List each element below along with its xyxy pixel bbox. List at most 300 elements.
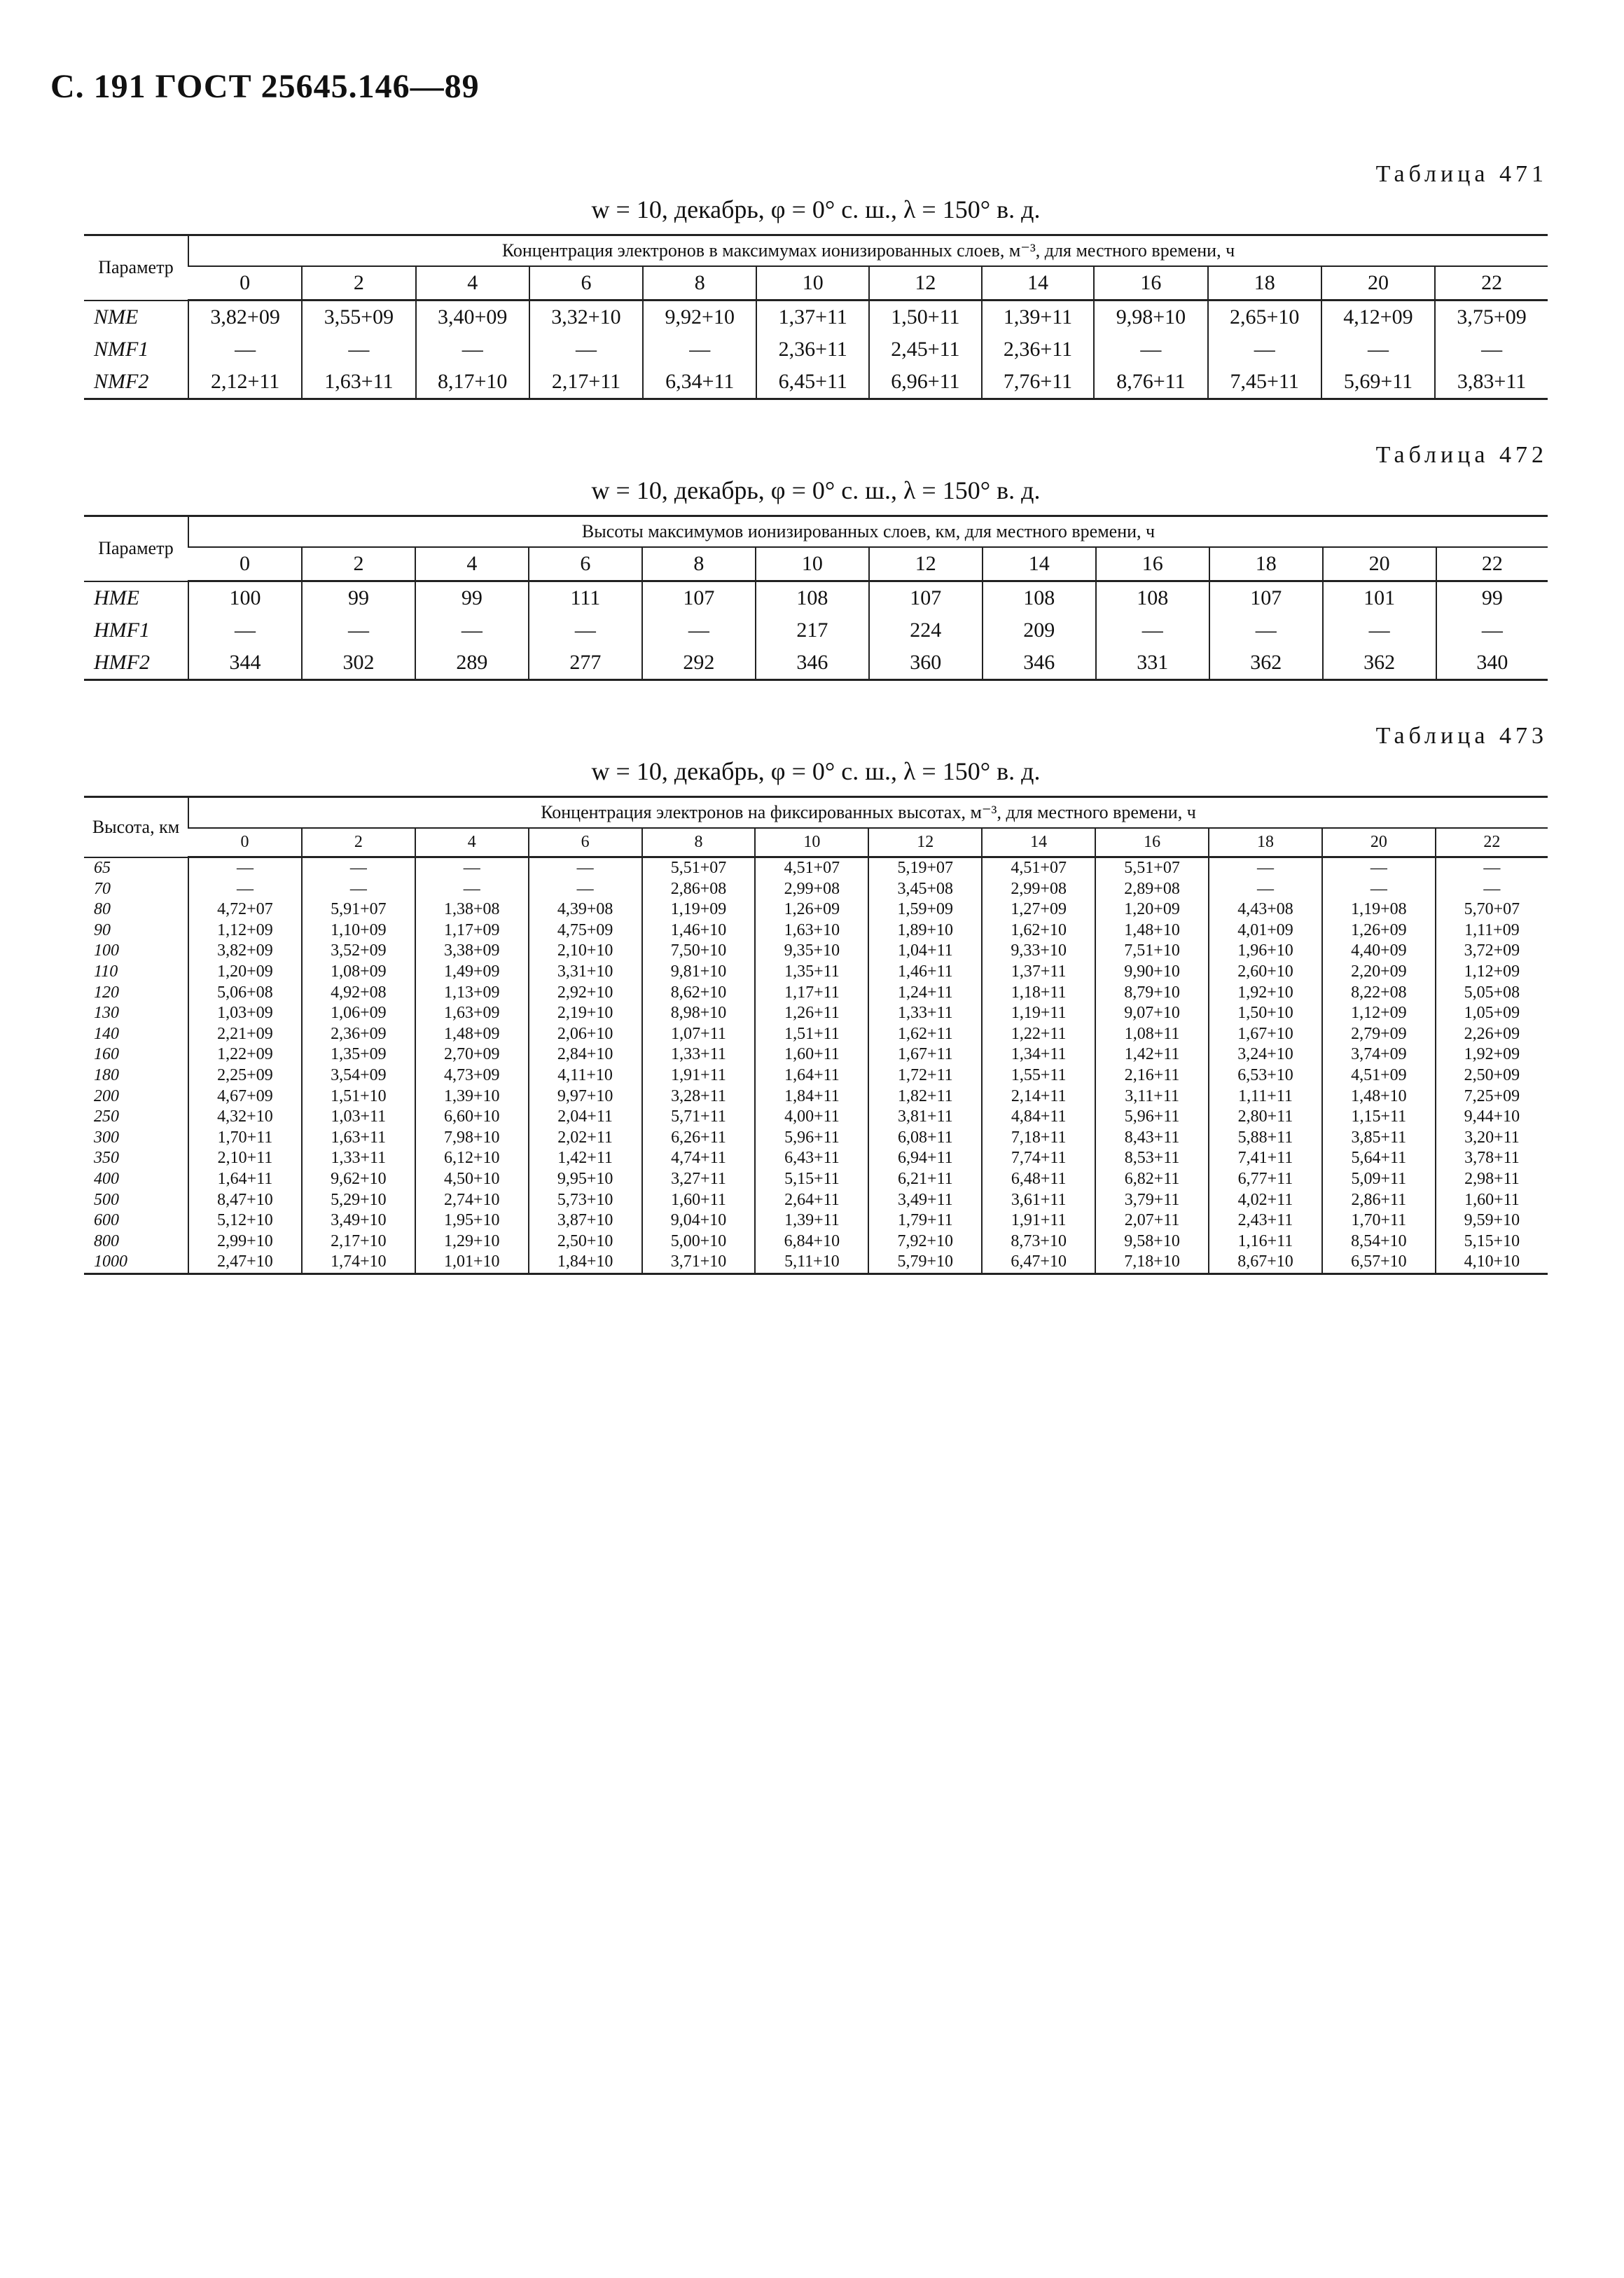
table-cell: 9,62+10 (302, 1169, 415, 1190)
table-cell: — (302, 614, 415, 647)
table-cell: 9,04+10 (642, 1210, 756, 1231)
table-cell: 3,20+11 (1436, 1128, 1548, 1149)
table-cell: 8,79+10 (1095, 983, 1209, 1004)
table-cell: 1,24+11 (868, 983, 982, 1004)
table-cell: 344 (188, 647, 302, 680)
hours-row (84, 547, 1548, 581)
table-cell: 2,17+10 (302, 1231, 415, 1252)
table-cell: — (302, 333, 415, 366)
table-label: Таблица 472 (1375, 442, 1548, 468)
table-cell: 4,72+07 (188, 899, 302, 920)
table-cell: 9,44+10 (1436, 1107, 1548, 1128)
table-cell: — (643, 333, 756, 366)
table-cell: — (1436, 614, 1548, 647)
table-cell: 5,15+10 (1436, 1231, 1548, 1252)
param-header: Высота, км (84, 797, 188, 857)
table-cell: 4,00+11 (755, 1107, 868, 1128)
table-cell: 3,83+11 (1435, 366, 1548, 399)
hour-header: 14 (983, 547, 1096, 581)
page-header: С. 191 ГОСТ 25645.146—89 (50, 68, 480, 105)
table-cell: 1,33+11 (868, 1003, 982, 1024)
hour-header: 6 (529, 547, 642, 581)
table-row (84, 1190, 1548, 1211)
table-cell: 3,54+09 (302, 1065, 415, 1086)
row-label: 80 (94, 900, 111, 919)
table-cell: 5,96+11 (1095, 1107, 1209, 1128)
table-cell: 5,00+10 (642, 1231, 756, 1252)
table-cell: 107 (1209, 581, 1323, 615)
table-cell: 1,60+11 (1436, 1190, 1548, 1211)
table-cell: 1,34+11 (982, 1044, 1095, 1065)
table-cell: 8,76+11 (1094, 366, 1207, 399)
table-cell: 1,33+11 (642, 1044, 756, 1065)
hour-header: 20 (1323, 547, 1436, 581)
hour-header: 10 (755, 828, 868, 857)
table-cell: 1,12+09 (188, 920, 302, 941)
table-cell: 360 (869, 647, 983, 680)
table-cell: 1,26+09 (1322, 920, 1436, 941)
table-cell: 5,73+10 (529, 1190, 642, 1211)
table-cell: 1,27+09 (982, 899, 1095, 920)
table-cell: 3,87+10 (529, 1210, 642, 1231)
table-cell: 1,49+09 (415, 962, 529, 983)
table-cell: 1,35+09 (302, 1044, 415, 1065)
table-cell: 1,46+10 (642, 920, 756, 941)
row-label: 65 (94, 858, 111, 877)
table-cell: 5,88+11 (1209, 1128, 1322, 1149)
table-cell: — (529, 333, 643, 366)
row-label: 800 (94, 1231, 119, 1250)
table-cell: 1,70+11 (188, 1128, 302, 1149)
table-cell: 1,63+11 (302, 366, 415, 399)
table-cell: 1,92+09 (1436, 1044, 1548, 1065)
table-cell: 2,70+09 (415, 1044, 529, 1065)
table-cell: 3,75+09 (1435, 301, 1548, 334)
table-cell: 1,18+11 (982, 983, 1095, 1004)
table-cell: 2,99+08 (982, 879, 1095, 900)
table-cell: 1,51+10 (302, 1086, 415, 1107)
table-cell: 2,25+09 (188, 1065, 302, 1086)
table-cell: 1,26+11 (755, 1003, 868, 1024)
table-cell: 1,89+10 (868, 920, 982, 941)
table-cell: 1,10+09 (302, 920, 415, 941)
table-title: w = 10, декабрь, φ = 0° с. ш., λ = 150° в. д. (591, 195, 1041, 223)
table-cell: 1,37+11 (756, 301, 869, 334)
table-cell: 362 (1323, 647, 1436, 680)
table-cell: 7,98+10 (415, 1128, 529, 1149)
table-cell: 1,22+09 (188, 1044, 302, 1065)
table-cell: 4,51+09 (1322, 1065, 1436, 1086)
table-cell: 9,35+10 (755, 941, 868, 962)
table-cell: 3,52+09 (302, 941, 415, 962)
row-label: 300 (94, 1128, 119, 1147)
table-cell: 1,46+11 (868, 962, 982, 983)
table-cell: 1,74+10 (302, 1252, 415, 1273)
table-row (84, 333, 1548, 366)
data-table (84, 234, 1548, 400)
row-label: 140 (94, 1024, 119, 1043)
row-label: 90 (94, 920, 111, 939)
row-label: 180 (94, 1065, 119, 1084)
row-label: 250 (94, 1107, 119, 1126)
table-cell: — (1322, 879, 1436, 900)
table-cell: 1,50+10 (1209, 1003, 1322, 1024)
table-cell: 1,22+11 (982, 1024, 1095, 1045)
table-cell: 4,75+09 (529, 920, 642, 941)
table-cell: 224 (869, 614, 983, 647)
table-cell: 4,74+11 (642, 1148, 756, 1169)
table-row (84, 941, 1548, 962)
table-cell: 209 (983, 614, 1096, 647)
table-cell: 5,19+07 (868, 857, 982, 879)
table-cell: 5,29+10 (302, 1190, 415, 1211)
table-cell: 1,11+09 (1436, 920, 1548, 941)
table-cell: 1,63+10 (755, 920, 868, 941)
table-cell: 5,06+08 (188, 983, 302, 1004)
table-body (84, 581, 1548, 680)
table-cell: 2,65+10 (1208, 301, 1321, 334)
table-cell: — (1096, 614, 1209, 647)
table-cell: 8,73+10 (982, 1231, 1095, 1252)
row-label: 350 (94, 1149, 119, 1168)
table-cell: 3,79+11 (1095, 1190, 1209, 1211)
table-cell: 3,49+11 (868, 1190, 982, 1211)
hour-header: 16 (1094, 266, 1207, 301)
table-cell: 2,74+10 (415, 1190, 529, 1211)
table-cell: 3,74+09 (1322, 1044, 1436, 1065)
table-cell: 5,51+07 (642, 857, 756, 879)
table-cell: 1,15+11 (1322, 1107, 1436, 1128)
table-cell: 4,12+09 (1321, 301, 1435, 334)
table-cell: — (1323, 614, 1436, 647)
table-cell: 2,86+08 (642, 879, 756, 900)
table-cell: 2,60+10 (1209, 962, 1322, 983)
table-cell: 4,92+08 (302, 983, 415, 1004)
table-471 (84, 161, 1548, 400)
table-cell: 6,96+11 (869, 366, 982, 399)
row-label: 100 (94, 941, 119, 960)
table-cell: 3,32+10 (529, 301, 643, 334)
table-cell: 4,10+10 (1436, 1252, 1548, 1273)
hour-header: 16 (1095, 828, 1209, 857)
table-cell: — (529, 614, 642, 647)
table-cell: 3,61+11 (982, 1190, 1095, 1211)
table-cell: 1,60+11 (642, 1190, 756, 1211)
table-row (84, 1128, 1548, 1149)
table-row (84, 366, 1548, 399)
table-body (84, 301, 1548, 399)
table-cell: — (1322, 857, 1436, 879)
row-label: 130 (94, 1004, 119, 1023)
table-cell: 289 (415, 647, 529, 680)
table-cell: 8,54+10 (1322, 1231, 1436, 1252)
row-label: 120 (94, 983, 119, 1002)
table-cell: — (302, 857, 415, 879)
table-cell: 3,24+10 (1209, 1044, 1322, 1065)
table-cell: 9,59+10 (1436, 1210, 1548, 1231)
hour-header: 0 (188, 266, 302, 301)
table-cell: — (188, 614, 302, 647)
table-cell: 6,82+11 (1095, 1169, 1209, 1190)
row-label: 200 (94, 1086, 119, 1105)
table-cell: 1,37+11 (982, 962, 1095, 983)
table-cell: 4,51+07 (755, 857, 868, 879)
table-cell: 107 (869, 581, 983, 615)
table-cell: 2,99+08 (755, 879, 868, 900)
table-cell: 8,62+10 (642, 983, 756, 1004)
table-cell: 2,84+10 (529, 1044, 642, 1065)
hour-header: 22 (1436, 547, 1548, 581)
row-label: HME (94, 586, 139, 609)
table-cell: 1,84+11 (755, 1086, 868, 1107)
table-cell: 5,96+11 (755, 1128, 868, 1149)
table-cell: 1,59+09 (868, 899, 982, 920)
table-cell: 2,14+11 (982, 1086, 1095, 1107)
table-cell: 1,64+11 (188, 1169, 302, 1190)
table-cell: 2,04+11 (529, 1107, 642, 1128)
table-cell: 3,82+09 (188, 941, 302, 962)
table-cell: 331 (1096, 647, 1209, 680)
table-cell: 1,06+09 (302, 1003, 415, 1024)
table-cell: 7,74+11 (982, 1148, 1095, 1169)
table-cell: 9,33+10 (982, 941, 1095, 962)
table-cell: 6,60+10 (415, 1107, 529, 1128)
row-label: 1000 (84, 1252, 188, 1273)
hour-header: 2 (302, 266, 415, 301)
table-cell: 346 (756, 647, 869, 680)
table-cell: 2,06+10 (529, 1024, 642, 1045)
table-cell: 2,19+10 (529, 1003, 642, 1024)
table-cell: 6,84+10 (755, 1231, 868, 1252)
table-cell: 1,70+11 (1322, 1210, 1436, 1231)
table-cell: — (188, 857, 302, 879)
table-cell: 9,95+10 (529, 1169, 642, 1190)
table-cell: 6,48+11 (982, 1169, 1095, 1190)
table-cell: 1,08+09 (302, 962, 415, 983)
table-row (84, 647, 1548, 680)
table-cell: 6,12+10 (415, 1148, 529, 1169)
table-cell: 1,19+08 (1322, 899, 1436, 920)
row-label: 70 (94, 879, 111, 898)
table-row (84, 879, 1548, 900)
table-cell: 9,92+10 (643, 301, 756, 334)
hour-header: 22 (1435, 266, 1548, 301)
table-cell: 1,48+10 (1322, 1086, 1436, 1107)
table-cell: 1,48+09 (415, 1024, 529, 1045)
table-cell: 8,43+11 (1095, 1128, 1209, 1149)
table-cell: 3,45+08 (868, 879, 982, 900)
table-cell: 1,55+11 (982, 1065, 1095, 1086)
table-cell: 1,04+11 (868, 941, 982, 962)
table-row (84, 1003, 1548, 1024)
table-cell: 1,39+10 (415, 1086, 529, 1107)
table-row (84, 857, 1548, 879)
table-cell: 5,69+11 (1321, 366, 1435, 399)
table-cell: — (1321, 333, 1435, 366)
table-cell: 1,05+09 (1436, 1003, 1548, 1024)
table-cell: 1,03+09 (188, 1003, 302, 1024)
table-cell: 1,01+10 (415, 1252, 529, 1273)
table-cell: — (1094, 333, 1207, 366)
table-caption: Концентрация электронов в максимумах ионизированных слоев, м⁻³, для местного времени, ч (188, 235, 1548, 267)
table-cell: 4,39+08 (529, 899, 642, 920)
table-cell: 3,78+11 (1436, 1148, 1548, 1169)
table-cell: 346 (983, 647, 1096, 680)
table-cell: 3,72+09 (1436, 941, 1548, 962)
data-table (84, 515, 1548, 681)
table-cell: 1,17+11 (755, 983, 868, 1004)
table-cell: 1,16+11 (1209, 1231, 1322, 1252)
table-cell: 7,51+10 (1095, 941, 1209, 962)
table-cell: 6,08+11 (868, 1128, 982, 1149)
table-cell: 292 (642, 647, 756, 680)
table-label: Таблица 471 (1375, 161, 1548, 187)
hour-header: 2 (302, 828, 415, 857)
table-cell: 6,47+10 (982, 1252, 1095, 1273)
table-cell: — (415, 879, 529, 900)
table-473 (84, 723, 1548, 1275)
table-cell: 2,86+11 (1322, 1190, 1436, 1211)
table-cell: 8,22+08 (1322, 983, 1436, 1004)
table-row (84, 1044, 1548, 1065)
table-cell: 1,42+11 (529, 1148, 642, 1169)
table-caption: Высоты максимумов ионизированных слоев, км, для местного времени, ч (188, 516, 1548, 548)
table-row (84, 1065, 1548, 1086)
table-cell: 2,50+09 (1436, 1065, 1548, 1086)
table-cell: 1,67+11 (868, 1044, 982, 1065)
table-cell: 99 (415, 581, 529, 615)
table-cell: 1,62+10 (982, 920, 1095, 941)
hour-header: 2 (302, 547, 415, 581)
table-cell: 2,12+11 (188, 366, 302, 399)
hour-header: 6 (529, 266, 643, 301)
table-cell: 3,71+10 (642, 1252, 756, 1273)
hour-header: 18 (1209, 828, 1322, 857)
table-cell: 2,99+10 (188, 1231, 302, 1252)
table-cell: 8,67+10 (1209, 1252, 1322, 1273)
hour-header: 0 (188, 828, 302, 857)
table-cell: 1,19+09 (642, 899, 756, 920)
table-cell: 2,26+09 (1436, 1024, 1548, 1045)
table-cell: 9,07+10 (1095, 1003, 1209, 1024)
table-cell: — (302, 879, 415, 900)
table-row (84, 1148, 1548, 1169)
table-cell: 7,18+11 (982, 1128, 1095, 1149)
hour-header: 16 (1096, 547, 1209, 581)
hour-header: 12 (869, 266, 982, 301)
table-cell: 2,17+11 (529, 366, 643, 399)
table-cell: 100 (188, 581, 302, 615)
table-cell: 7,92+10 (868, 1231, 982, 1252)
table-cell: 302 (302, 647, 415, 680)
table-cell: 9,97+10 (529, 1086, 642, 1107)
table-cell: 6,77+11 (1209, 1169, 1322, 1190)
table-cell: — (188, 879, 302, 900)
table-cell: 8,17+10 (416, 366, 529, 399)
hour-header: 12 (868, 828, 982, 857)
table-row (84, 1107, 1548, 1128)
hour-header: 4 (416, 266, 529, 301)
table-cell: 4,40+09 (1322, 941, 1436, 962)
table-cell: 1,79+11 (868, 1210, 982, 1231)
table-cell: 5,71+11 (642, 1107, 756, 1128)
table-cell: 1,17+09 (415, 920, 529, 941)
table-cell: 2,98+11 (1436, 1169, 1548, 1190)
table-row (84, 301, 1548, 334)
table-cell: 2,36+11 (982, 333, 1095, 366)
table-cell: 4,02+11 (1209, 1190, 1322, 1211)
table-cell: — (1209, 857, 1322, 879)
table-cell: 1,26+09 (755, 899, 868, 920)
table-cell: 2,64+11 (755, 1190, 868, 1211)
table-cell: — (1435, 333, 1548, 366)
table-cell: 3,11+11 (1095, 1086, 1209, 1107)
table-cell: 5,91+07 (302, 899, 415, 920)
hour-header: 4 (415, 547, 529, 581)
table-cell: 99 (302, 581, 415, 615)
table-cell: 277 (529, 647, 642, 680)
table-cell: 3,82+09 (188, 301, 302, 334)
table-cell: 1,38+08 (415, 899, 529, 920)
table-cell: 8,53+11 (1095, 1148, 1209, 1169)
table-cell: 362 (1209, 647, 1323, 680)
table-cell: 9,90+10 (1095, 962, 1209, 983)
table-row (84, 983, 1548, 1004)
table-cell: 2,20+09 (1322, 962, 1436, 983)
table-cell: 2,47+10 (188, 1252, 302, 1273)
table-cell: 7,50+10 (642, 941, 756, 962)
table-cell: 1,62+11 (868, 1024, 982, 1045)
table-cell: 108 (1096, 581, 1209, 615)
table-cell: 5,70+07 (1436, 899, 1548, 920)
table-cell: 7,41+11 (1209, 1148, 1322, 1169)
table-cell: 6,45+11 (756, 366, 869, 399)
hour-header: 18 (1209, 547, 1323, 581)
table-cell: 108 (983, 581, 1096, 615)
table-cell: 217 (756, 614, 869, 647)
hour-header: 8 (643, 266, 756, 301)
table-cell: 3,85+11 (1322, 1128, 1436, 1149)
table-cell: — (529, 857, 642, 879)
table-cell: 3,81+11 (868, 1107, 982, 1128)
hour-header: 8 (642, 828, 756, 857)
table-cell: — (188, 333, 302, 366)
table-472 (84, 442, 1548, 681)
table-cell: 1,67+10 (1209, 1024, 1322, 1045)
table-cell: 9,98+10 (1094, 301, 1207, 334)
hour-header: 6 (529, 828, 642, 857)
table-body (84, 857, 1548, 1274)
table-cell: 2,45+11 (869, 333, 982, 366)
hour-header: 8 (642, 547, 756, 581)
table-cell: 5,64+11 (1322, 1148, 1436, 1169)
table-cell: 1,48+10 (1095, 920, 1209, 941)
hour-header: 0 (188, 547, 302, 581)
table-cell: 2,16+11 (1095, 1065, 1209, 1086)
table-row (84, 920, 1548, 941)
table-row (84, 1252, 1548, 1273)
table-row (84, 581, 1548, 615)
row-label: HMF2 (84, 647, 188, 680)
table-cell: 5,12+10 (188, 1210, 302, 1231)
table-cell: 2,36+09 (302, 1024, 415, 1045)
table-cell: 2,21+09 (188, 1024, 302, 1045)
table-cell: — (1209, 614, 1323, 647)
table-row (84, 1210, 1548, 1231)
table-cell: 1,72+11 (868, 1065, 982, 1086)
table-cell: 9,58+10 (1095, 1231, 1209, 1252)
table-title: w = 10, декабрь, φ = 0° с. ш., λ = 150° в. д. (591, 476, 1041, 504)
